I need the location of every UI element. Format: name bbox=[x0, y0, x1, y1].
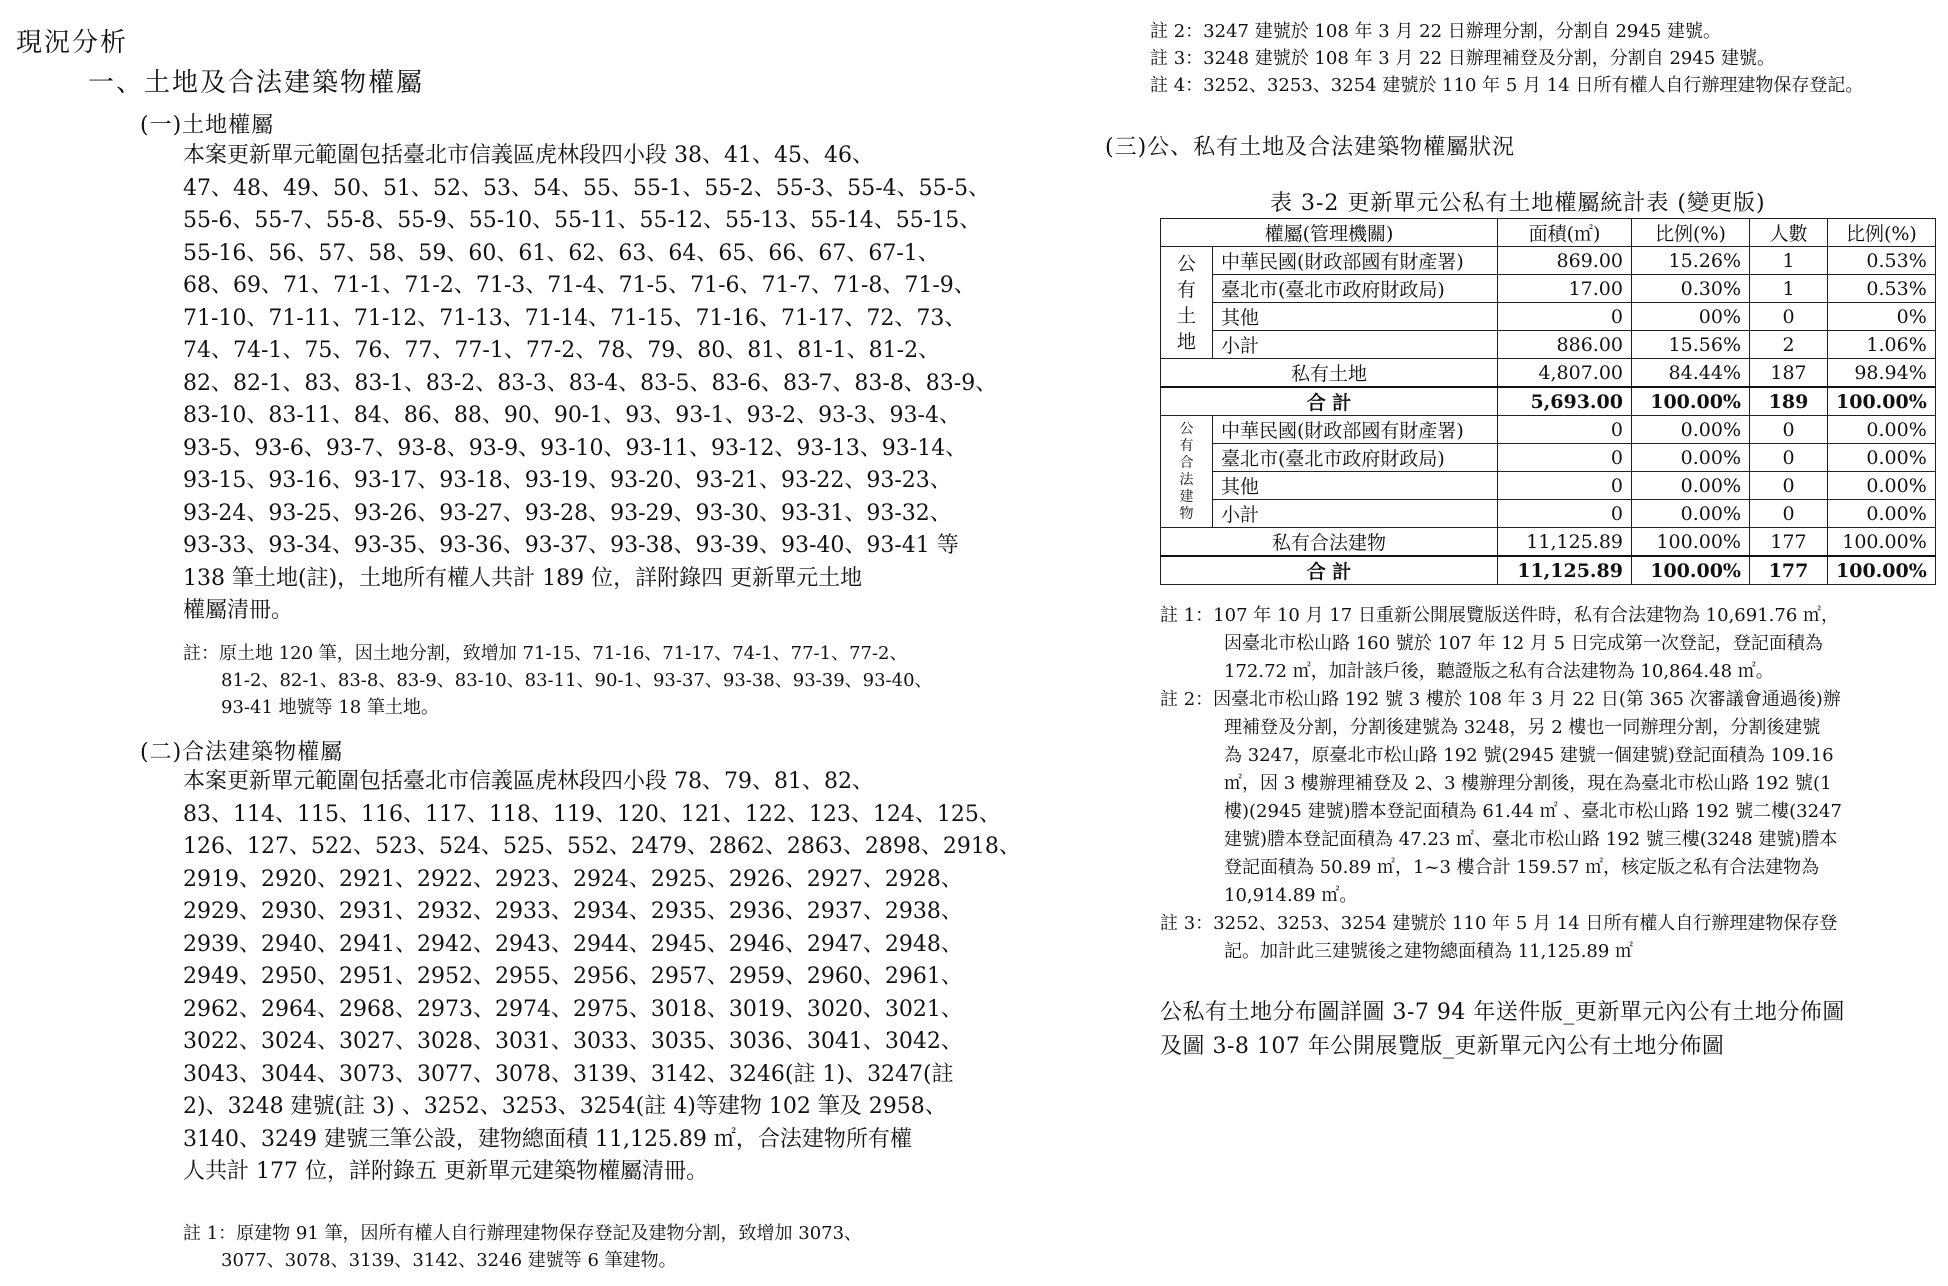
table-row bbox=[1161, 556, 1936, 585]
table-row bbox=[1161, 247, 1936, 275]
table-cell: 5,693.00 bbox=[1498, 387, 1632, 416]
table-cell: 0 bbox=[1750, 472, 1828, 500]
land-note-line: 81-2、82-1、83-8、83-9、83-10、83-11、90-1、93-37、93-38、93-39、93-40、 bbox=[221, 670, 933, 691]
note-line: 樓)(2945 建號)謄本登記面積為 61.44 ㎡ 、臺北市松山路 192 號二樓(3247 bbox=[1224, 801, 1842, 822]
table-row bbox=[1161, 331, 1936, 359]
table-row bbox=[1161, 472, 1936, 500]
closing-line: 及圖 3-8 107 年公開展覽版_更新單元內公有土地分佈圖 bbox=[1160, 1034, 1725, 1059]
table-cell: 1.06% bbox=[1828, 331, 1936, 359]
land-line: 71-10、71-11、71-12、71-13、71-14、71-15、71-16、71-17、72、73、 bbox=[183, 305, 967, 331]
land-line: 本案更新單元範圍包括臺北市信義區虎林段四小段 38、41、45、46、 bbox=[183, 143, 874, 168]
table-cell: 11,125.89 bbox=[1498, 528, 1632, 557]
table-cell: 15.56% bbox=[1632, 331, 1750, 359]
table-cell: 4,807.00 bbox=[1498, 359, 1632, 388]
building-note-line: 註 1：原建物 91 筆，因所有權人自行辦理建物保存登記及建物分割，致增加 3073、 bbox=[183, 1223, 863, 1244]
table-cell: 0.53% bbox=[1828, 247, 1936, 275]
land-line: 74、74-1、75、76、77、77-1、77-2、78、79、80、81、81-1、81-2、 bbox=[183, 338, 941, 363]
vertical-char: 公 bbox=[1179, 420, 1194, 437]
table-cell: 0.00% bbox=[1632, 472, 1750, 500]
note-line: 為 3247，原臺北市松山路 192 號(2945 建號一個建號)登記面積為 109.16 bbox=[1224, 745, 1834, 766]
vertical-char: 有 bbox=[1176, 278, 1196, 301]
table-cell: 面積(㎡) bbox=[1498, 219, 1632, 247]
land-line: 47、48、49、50、51、52、53、54、55、55-1、55-2、55-3、55-4、55-5、 bbox=[183, 175, 991, 201]
land-note-line: 93-41 地號等 18 筆土地。 bbox=[221, 697, 439, 718]
table-cell: 比例(%) bbox=[1828, 219, 1936, 247]
note-line: 註 3：3248 建號於 108 年 3 月 22 日辦理補登及分割，分割自 2945 建號。 bbox=[1150, 48, 1775, 69]
table-row bbox=[1161, 275, 1936, 303]
vertical-label bbox=[1161, 416, 1213, 528]
vertical-char: 地 bbox=[1176, 330, 1196, 353]
building-line: 3140、3249 建號三筆公設，建物總面積 11,125.89 ㎡，合法建物所有權 bbox=[183, 1126, 912, 1152]
table-cell: 100.00% bbox=[1828, 387, 1936, 416]
building-note-1 bbox=[183, 1220, 862, 1274]
table-caption: 表 3-2 更新單元公私有土地權屬統計表 (變更版) bbox=[1270, 191, 1766, 216]
table-cell: 0 bbox=[1498, 416, 1632, 444]
building-line: 83、114、115、116、117、118、119、120、121、122、123、124、125、 bbox=[183, 801, 1001, 827]
table-row bbox=[1161, 387, 1936, 416]
section3-heading: (三)公、私有土地及合法建築物權屬狀況 bbox=[1105, 135, 1516, 160]
building-ownership-heading: (二)合法建築物權屬 bbox=[140, 740, 344, 765]
table-cell: 886.00 bbox=[1498, 331, 1632, 359]
land-line: 83-10、83-11、84、86、88、90、90-1、93、93-1、93-2、93-3、93-4、 bbox=[183, 403, 961, 428]
table-cell: 0.00% bbox=[1632, 444, 1750, 472]
note-line: 註 1：107 年 10 月 17 日重新公開展覽版送件時，私有合法建物為 10,691.76 ㎡， bbox=[1160, 605, 1839, 626]
table-cell: 0.00% bbox=[1828, 472, 1936, 500]
land-note-line: 註：原土地 120 筆，因土地分割，致增加 71-15、71-16、71-17、74-1、77-1、77-2、 bbox=[183, 643, 908, 664]
table-row bbox=[1161, 303, 1936, 331]
building-line: 2949、2950、2951、2952、2955、2956、2957、2959、2960、2961、 bbox=[183, 964, 963, 989]
table-cell: 0.00% bbox=[1828, 500, 1936, 528]
building-line: 126、127、522、523、524、525、552、2479、2862、2863、2898、2918、 bbox=[183, 834, 1021, 859]
building-line: 2939、2940、2941、2942、2943、2944、2945、2946、2947、2948、 bbox=[183, 931, 963, 957]
table-cell: 0 bbox=[1498, 472, 1632, 500]
table-row bbox=[1161, 359, 1936, 388]
note-line: 註 3：3252、3253、3254 建號於 110 年 5 月 14 日所有權人自行辦理建物保存登 bbox=[1160, 913, 1838, 934]
note-line: 記。加計此三建號後之建物總面積為 11,125.89 ㎡ bbox=[1224, 941, 1634, 962]
table-cell: 中華民國(財政部國有財產署) bbox=[1213, 247, 1498, 275]
building-line: 2929、2930、2931、2932、2933、2934、2935、2936、2937、2938、 bbox=[183, 899, 963, 924]
land-ownership-body bbox=[183, 140, 997, 628]
table-row bbox=[1161, 500, 1936, 528]
vertical-char: 合 bbox=[1179, 454, 1194, 471]
vertical-char: 土 bbox=[1176, 304, 1196, 327]
table-cell: 0 bbox=[1498, 500, 1632, 528]
table-cell: 0 bbox=[1750, 303, 1828, 331]
vertical-label bbox=[1161, 247, 1213, 359]
table-cell: 0.00% bbox=[1632, 500, 1750, 528]
table-cell: 0% bbox=[1828, 303, 1936, 331]
note-line: 註 2：因臺北市松山路 192 號 3 樓於 108 年 3 月 22 日(第 365 次審議會通過後)辦 bbox=[1160, 689, 1841, 710]
vertical-char: 法 bbox=[1179, 471, 1194, 488]
note-line: 10,914.89 ㎡。 bbox=[1224, 885, 1358, 906]
table-cell: 00% bbox=[1632, 303, 1750, 331]
table-cell: 小計 bbox=[1213, 331, 1498, 359]
table-cell: 177 bbox=[1750, 556, 1828, 585]
note-line: 因臺北市松山路 160 號於 107 年 12 月 5 日完成第一次登記，登記面積為 bbox=[1224, 633, 1823, 654]
vertical-char: 有 bbox=[1179, 437, 1194, 454]
table-cell: 0 bbox=[1750, 500, 1828, 528]
table-cell: 其他 bbox=[1213, 472, 1498, 500]
land-line: 55-16、56、57、58、59、60、61、62、63、64、65、66、67、67-1、 bbox=[183, 240, 940, 266]
table-cell: 0 bbox=[1498, 444, 1632, 472]
land-line: 93-5、93-6、93-7、93-8、93-9、93-10、93-11、93-12、93-13、93-14、 bbox=[183, 435, 968, 461]
page-heading: 現況分析 bbox=[16, 28, 129, 58]
table-cell: 0.00% bbox=[1828, 444, 1936, 472]
section1-title: 一、土地及合法建築物權屬 bbox=[88, 68, 425, 98]
table-row bbox=[1161, 444, 1936, 472]
table-cell: 0 bbox=[1498, 303, 1632, 331]
table-cell: 0.00% bbox=[1828, 416, 1936, 444]
note-line: 理補登及分割，分割後建號為 3248，另 2 樓也一同辦理分割，分割後建號 bbox=[1224, 717, 1821, 738]
closing-line: 公私有土地分布圖詳圖 3-7 94 年送件版_更新單元內公有土地分佈圖 bbox=[1160, 1000, 1845, 1025]
table-cell: 100.00% bbox=[1632, 387, 1750, 416]
table-cell: 0.53% bbox=[1828, 275, 1936, 303]
table-cell: 98.94% bbox=[1828, 359, 1936, 388]
building-line: 人共計 177 位，詳附錄五 更新單元建築物權屬清冊。 bbox=[183, 1159, 708, 1184]
table-cell: 人數 bbox=[1750, 219, 1828, 247]
note-line: 註 2：3247 建號於 108 年 3 月 22 日辦理分割，分割自 2945 建號。 bbox=[1150, 21, 1721, 42]
table-cell: 100.00% bbox=[1828, 556, 1936, 585]
table-cell: 比例(%) bbox=[1632, 219, 1750, 247]
building-line: 2919、2920、2921、2922、2923、2924、2925、2926、2927、2928、 bbox=[183, 866, 963, 892]
building-line: 2)、3248 建號(註 3) 、3252、3253、3254(註 4)等建物 102 筆及 2958、 bbox=[183, 1094, 947, 1119]
note-line: 登記面積為 50.89 ㎡，1~3 樓合計 159.57 ㎡，核定版之私有合法建物為 bbox=[1224, 857, 1820, 878]
table-cell: 869.00 bbox=[1498, 247, 1632, 275]
table-cell: 臺北市(臺北市政府財政局) bbox=[1213, 275, 1498, 303]
table-cell: 0 bbox=[1750, 416, 1828, 444]
table-cell: 17.00 bbox=[1498, 275, 1632, 303]
land-line: 138 筆土地(註)，土地所有權人共計 189 位，詳附錄四 更新單元土地 bbox=[183, 565, 863, 591]
table-cell: 84.44% bbox=[1632, 359, 1750, 388]
table-cell: 私有合法建物 bbox=[1161, 528, 1498, 557]
table-cell: 1 bbox=[1750, 275, 1828, 303]
table-header-row bbox=[1161, 219, 1936, 247]
land-line: 權屬清冊。 bbox=[183, 598, 294, 623]
table-cell: 合 計 bbox=[1161, 556, 1498, 585]
building-line: 2962、2964、2968、2973、2974、2975、3018、3019、3020、3021、 bbox=[183, 996, 963, 1022]
table-cell: 100.00% bbox=[1828, 528, 1936, 557]
table-cell: 15.26% bbox=[1632, 247, 1750, 275]
note-line: 172.72 ㎡，加計該戶後，聽證版之私有合法建物為 10,864.48 ㎡。 bbox=[1224, 661, 1774, 682]
land-line: 68、69、71、71-1、71-2、71-3、71-4、71-5、71-6、71-7、71-8、71-9、 bbox=[183, 273, 976, 298]
building-line: 3043、3044、3073、3077、3078、3139、3142、3246(註 1)、3247(註 bbox=[183, 1061, 954, 1087]
table-cell: 權屬(管理機關) bbox=[1161, 219, 1498, 247]
ownership-stat-table bbox=[1160, 218, 1936, 585]
note-line: 註 4：3252、3253、3254 建號於 110 年 5 月 14 日所有權人自行辦理建物保存登記。 bbox=[1150, 75, 1864, 96]
closing-paragraph bbox=[1160, 996, 1845, 1064]
note-line: 建號)謄本登記面積為 47.23 ㎡、臺北市松山路 192 號三樓(3248 建號)謄本 bbox=[1224, 829, 1838, 850]
land-ownership-heading: (一)土地權屬 bbox=[140, 113, 275, 138]
building-ownership-body bbox=[183, 766, 1021, 1189]
table-cell: 0.30% bbox=[1632, 275, 1750, 303]
table-cell: 0.00% bbox=[1632, 416, 1750, 444]
table-cell: 2 bbox=[1750, 331, 1828, 359]
table-cell: 177 bbox=[1750, 528, 1828, 557]
land-line: 55-6、55-7、55-8、55-9、55-10、55-11、55-12、55-13、55-14、55-15、 bbox=[183, 208, 982, 233]
table-cell: 其他 bbox=[1213, 303, 1498, 331]
table-cell: 189 bbox=[1750, 387, 1828, 416]
table-cell: 100.00% bbox=[1632, 528, 1750, 557]
table-cell: 11,125.89 bbox=[1498, 556, 1632, 585]
land-line: 82、82-1、83、83-1、83-2、83-3、83-4、83-5、83-6、83-7、83-8、83-9、 bbox=[183, 370, 998, 396]
table-cell: 合 計 bbox=[1161, 387, 1498, 416]
table-cell: 臺北市(臺北市政府財政局) bbox=[1213, 444, 1498, 472]
table-cell: 0 bbox=[1750, 444, 1828, 472]
land-ownership-note bbox=[183, 640, 933, 721]
table-row bbox=[1161, 528, 1936, 557]
vertical-char: 公 bbox=[1176, 252, 1196, 275]
land-line: 93-24、93-25、93-26、93-27、93-28、93-29、93-30、93-31、93-32、 bbox=[183, 500, 952, 526]
building-line: 3022、3024、3027、3028、3031、3033、3035、3036、3041、3042、 bbox=[183, 1029, 963, 1054]
building-line: 本案更新單元範圍包括臺北市信義區虎林段四小段 78、79、81、82、 bbox=[183, 769, 874, 794]
land-line: 93-33、93-34、93-35、93-36、93-37、93-38、93-39、93-40、93-41 等 bbox=[183, 533, 959, 558]
vertical-char: 物 bbox=[1179, 505, 1194, 522]
table-cell: 私有土地 bbox=[1161, 359, 1498, 388]
building-note-line: 3077、3078、3139、3142、3246 建號等 6 筆建物。 bbox=[221, 1250, 677, 1271]
table-cell: 100.00% bbox=[1632, 556, 1750, 585]
land-line: 93-15、93-16、93-17、93-18、93-19、93-20、93-21、93-22、93-23、 bbox=[183, 468, 952, 493]
building-notes-2-4 bbox=[1150, 18, 1863, 99]
table-cell: 小計 bbox=[1213, 500, 1498, 528]
table-cell: 187 bbox=[1750, 359, 1828, 388]
table-notes bbox=[1160, 602, 1842, 966]
table-cell: 1 bbox=[1750, 247, 1828, 275]
table-row bbox=[1161, 416, 1936, 444]
vertical-char: 建 bbox=[1179, 488, 1194, 505]
table-cell: 中華民國(財政部國有財產署) bbox=[1213, 416, 1498, 444]
note-line: ㎡，因 3 樓辦理補登及 2、3 樓辦理分割後，現在為臺北市松山路 192 號(1 bbox=[1224, 773, 1832, 794]
